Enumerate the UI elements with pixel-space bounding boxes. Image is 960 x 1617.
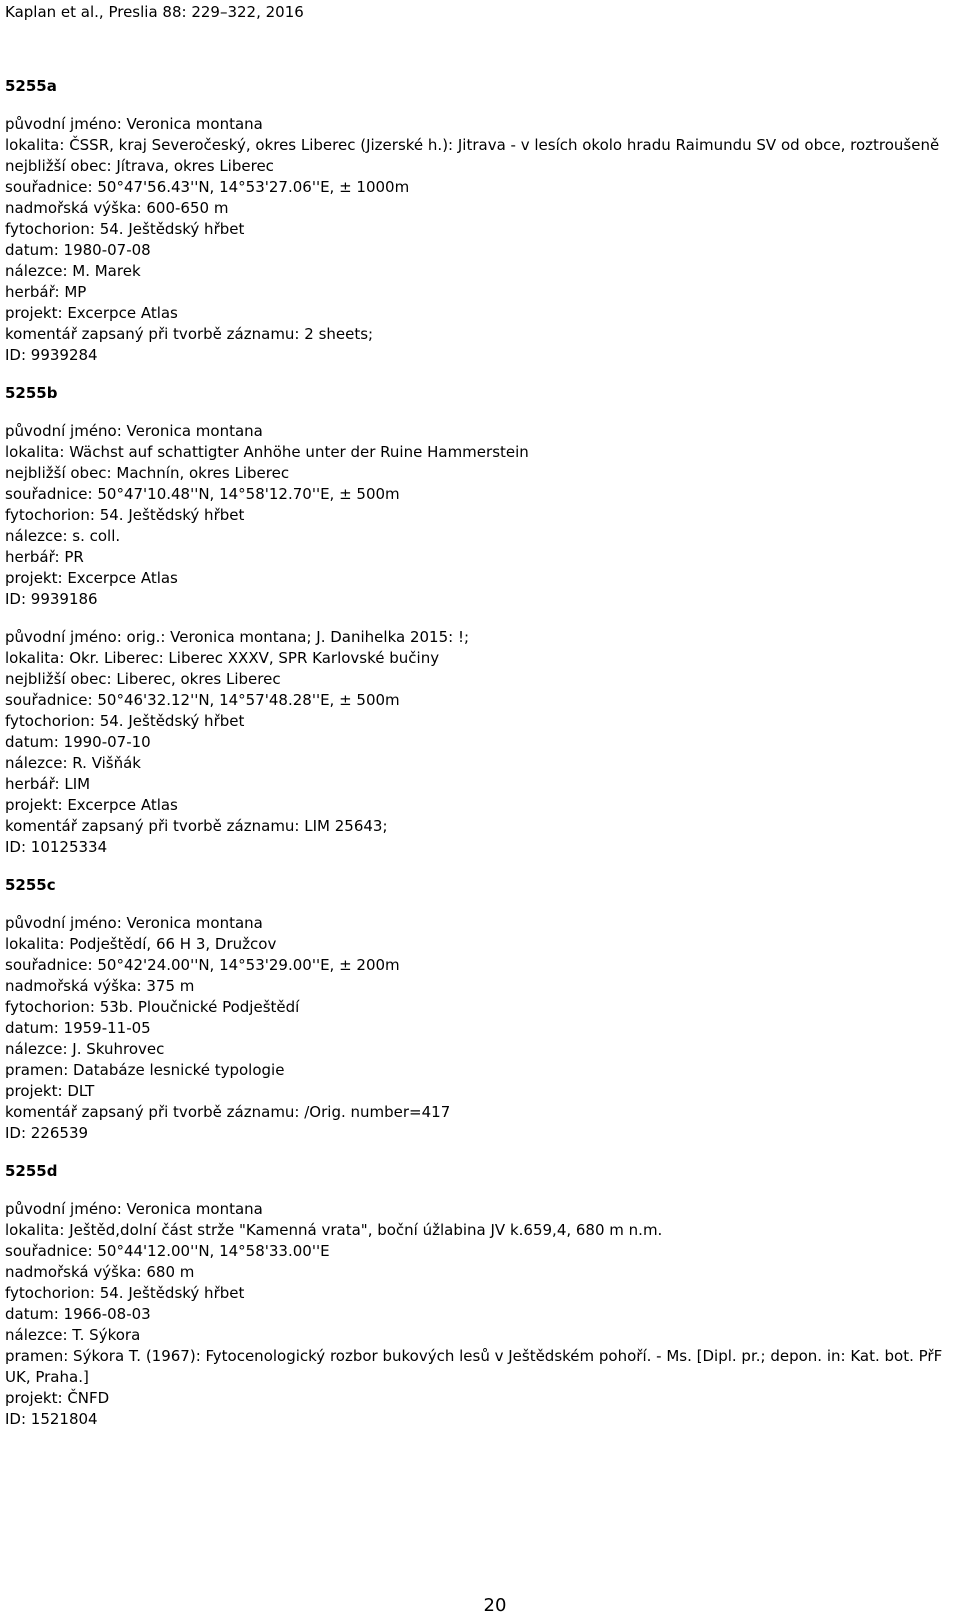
record-field: fytochorion: 54. Ještědský hřbet <box>5 1284 245 1302</box>
record-field: projekt: Excerpce Atlas <box>5 569 178 587</box>
record-field: nadmořská výška: 680 m <box>5 1263 195 1281</box>
record-field: komentář zapsaný při tvorbě záznamu: LIM 25643; <box>5 817 388 835</box>
record-field: ID: 226539 <box>5 1124 89 1142</box>
record-field: lokalita: Wächst auf schattigter Anhöhe unter der Ruine Hammerstein <box>5 443 529 461</box>
record-field: fytochorion: 53b. Ploučnické Podještědí <box>5 998 300 1016</box>
record-field: komentář zapsaný při tvorbě záznamu: 2 sheets; <box>5 325 374 343</box>
record-field: souřadnice: 50°47'56.43''N, 14°53'27.06''E, ± 1000m <box>5 178 410 196</box>
record-field: původní jméno: Veronica montana <box>5 115 263 133</box>
section-heading: 5255d <box>5 1162 58 1180</box>
specimen-record <box>5 1199 955 1430</box>
record-field: nálezce: J. Skuhrovec <box>5 1040 165 1058</box>
record-field: fytochorion: 54. Ještědský hřbet <box>5 220 245 238</box>
record-field: komentář zapsaný při tvorbě záznamu: /Orig. number=417 <box>5 1103 451 1121</box>
section-heading: 5255a <box>5 77 57 95</box>
record-field: souřadnice: 50°47'10.48''N, 14°58'12.70''E, ± 500m <box>5 485 400 503</box>
record-field: ID: 9939284 <box>5 346 98 364</box>
record-field: nadmořská výška: 600-650 m <box>5 199 229 217</box>
record-field: původní jméno: Veronica montana <box>5 1200 263 1218</box>
page-number: 20 <box>483 1595 507 1616</box>
specimen-record <box>5 627 955 858</box>
specimen-record <box>5 913 955 1144</box>
record-field: datum: 1959-11-05 <box>5 1019 151 1037</box>
specimen-record <box>5 421 955 610</box>
record-field: souřadnice: 50°42'24.00''N, 14°53'29.00''E, ± 200m <box>5 956 400 974</box>
running-header: Kaplan et al., Preslia 88: 229–322, 2016 <box>5 3 304 21</box>
record-field: projekt: Excerpce Atlas <box>5 304 178 322</box>
record-field: herbář: MP <box>5 283 87 301</box>
record-field: nejbližší obec: Jítrava, okres Liberec <box>5 157 274 175</box>
record-field: pramen: Sýkora T. (1967): Fytocenologický rozbor bukových lesů v Ještědském pohoří. - Ms. [Dipl. pr.; depon. in: Kat. bot. PřF UK, Praha.] <box>5 1347 943 1386</box>
record-field: nálezce: s. coll. <box>5 527 121 545</box>
record-field: projekt: DLT <box>5 1082 95 1100</box>
record-field: datum: 1990-07-10 <box>5 733 151 751</box>
record-field: lokalita: Okr. Liberec: Liberec XXXV, SPR Karlovské bučiny <box>5 649 440 667</box>
record-field: herbář: LIM <box>5 775 91 793</box>
record-field: lokalita: ČSSR, kraj Severočeský, okres Liberec (Jizerské h.): Jitrava - v lesích okolo hradu Raimundu SV od obce, roztroušeně <box>5 136 940 154</box>
record-field: nálezce: T. Sýkora <box>5 1326 141 1344</box>
record-field: lokalita: Podještědí, 66 H 3, Družcov <box>5 935 277 953</box>
record-field: nejbližší obec: Liberec, okres Liberec <box>5 670 281 688</box>
record-field: původní jméno: Veronica montana <box>5 422 263 440</box>
record-field: herbář: PR <box>5 548 84 566</box>
record-field: projekt: ČNFD <box>5 1389 110 1407</box>
section-heading: 5255c <box>5 876 56 894</box>
record-field: nejbližší obec: Machnín, okres Liberec <box>5 464 290 482</box>
record-field: nálezce: R. Višňák <box>5 754 141 772</box>
specimen-record <box>5 114 955 366</box>
record-field: pramen: Databáze lesnické typologie <box>5 1061 285 1079</box>
record-field: souřadnice: 50°44'12.00''N, 14°58'33.00''E <box>5 1242 330 1260</box>
section-heading: 5255b <box>5 384 58 402</box>
record-field: nadmořská výška: 375 m <box>5 977 195 995</box>
record-field: ID: 1521804 <box>5 1410 98 1428</box>
record-field: původní jméno: orig.: Veronica montana; J. Danihelka 2015: !; <box>5 628 470 646</box>
document-body <box>5 76 955 1447</box>
record-field: souřadnice: 50°46'32.12''N, 14°57'48.28''E, ± 500m <box>5 691 400 709</box>
record-field: nálezce: M. Marek <box>5 262 141 280</box>
record-field: ID: 9939186 <box>5 590 98 608</box>
record-field: projekt: Excerpce Atlas <box>5 796 178 814</box>
record-field: fytochorion: 54. Ještědský hřbet <box>5 712 245 730</box>
record-field: ID: 10125334 <box>5 838 108 856</box>
record-field: původní jméno: Veronica montana <box>5 914 263 932</box>
record-field: lokalita: Ještěd,dolní část strže "Kamenná vrata", boční úžlabina JV k.659,4, 680 m n.m. <box>5 1221 663 1239</box>
record-field: datum: 1980-07-08 <box>5 241 151 259</box>
record-field: fytochorion: 54. Ještědský hřbet <box>5 506 245 524</box>
record-field: datum: 1966-08-03 <box>5 1305 151 1323</box>
